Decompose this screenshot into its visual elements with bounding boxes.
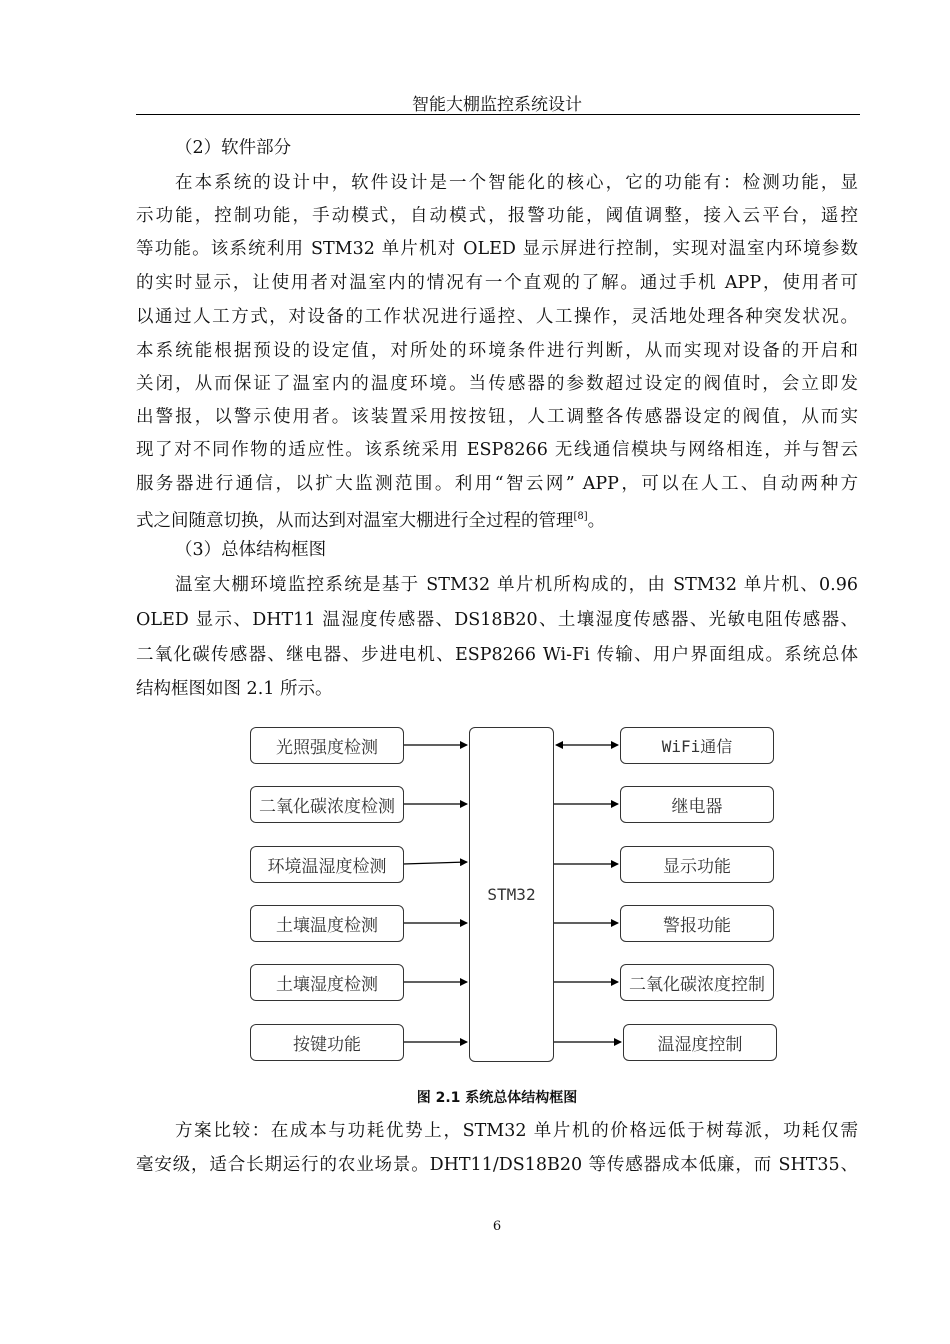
paragraph-line: 方案比较：在成本与功耗优势上，STM32 单片机的价格远低于树莓派，功耗仅需 [175, 1121, 858, 1141]
paragraph-line: 毫安级，适合长期运行的农业场景。DHT11/DS18B20 等传感器成本低廉，而 SHT35、 [136, 1155, 858, 1175]
output-temp-humidity-control: 温湿度控制 [623, 1024, 777, 1061]
paragraph-line: 温室大棚环境监控系统是基于 STM32 单片机所构成的，由 STM32 单片机、0.96 [175, 575, 858, 595]
section-heading-structure: （3）总体结构框图 [175, 540, 327, 560]
output-co2-control: 二氧化碳浓度控制 [620, 964, 774, 1001]
paragraph-line: OLED 显示、DHT11 温湿度传感器、DS18B20、土壤湿度传感器、光敏电阻传感器、 [136, 610, 858, 630]
stm32-block: STM32 [469, 727, 554, 1062]
input-soil-humidity: 土壤湿度检测 [250, 964, 404, 1001]
paragraph-text: 。 [587, 511, 606, 531]
paragraph-line: 二氧化碳传感器、继电器、步进电机、ESP8266 Wi-Fi 传输、用户界面组成。系统总体 [136, 645, 858, 665]
paragraph-line: 结构框图如图 2.1 所示。 [136, 679, 333, 699]
paragraph-line: 在本系统的设计中，软件设计是一个智能化的核心，它的功能有：检测功能，显 [175, 173, 858, 193]
output-display: 显示功能 [620, 846, 774, 883]
paragraph-line: 服务器进行通信，以扩大监测范围。利用“智云网” APP，可以在人工、自动两种方 [136, 474, 858, 494]
input-co2-detection: 二氧化碳浓度检测 [250, 786, 404, 823]
input-env-temp-humidity: 环境温湿度检测 [250, 846, 404, 883]
input-soil-temp: 土壤温度检测 [250, 905, 404, 942]
input-buttons: 按键功能 [250, 1024, 404, 1061]
arrow [403, 862, 467, 864]
paragraph-line: 等功能。该系统利用 STM32 单片机对 OLED 显示屏进行控制，实现对温室内环境参数 [136, 239, 858, 259]
output-relay: 继电器 [620, 786, 774, 823]
running-header: 智能大棚监控系统设计 [412, 95, 582, 115]
paragraph-line: 现了对不同作物的适应性。该系统采用 ESP8266 无线通信模块与网络相连，并与智云 [136, 440, 858, 460]
paragraph-line: 以通过人工方式，对设备的工作状况进行遥控、人工操作，灵活地处理各种突发状况。 [136, 307, 858, 327]
paragraph-line: 示功能，控制功能，手动模式，自动模式，报警功能，阈值调整，接入云平台，遥控 [136, 206, 858, 226]
paragraph-text: 式之间随意切换，从而达到对温室大棚进行全过程的管理 [136, 511, 574, 531]
paragraph-line: 出警报，以警示使用者。该装置采用按按钮，人工调整各传感器设定的阀值，从而实 [136, 407, 858, 427]
figure-caption: 图 2.1 系统总体结构框图 [416, 1090, 578, 1106]
paragraph-line: 的实时显示，让使用者对温室内的情况有一个直观的了解。通过手机 APP，使用者可 [136, 273, 858, 293]
page-number: 6 [492, 1219, 502, 1234]
input-light-detection: 光照强度检测 [250, 727, 404, 764]
paragraph-line: 关闭，从而保证了温室内的温度环境。当传感器的参数超过设定的阀值时，会立即发 [136, 374, 858, 394]
citation[interactable]: [8] [573, 511, 588, 522]
output-wifi: WiFi通信 [620, 727, 774, 764]
paragraph-line: 本系统能根据预设的设定值，对所处的环境条件进行判断，从而实现对设备的开启和 [136, 341, 858, 361]
output-alarm: 警报功能 [620, 905, 774, 942]
section-heading-software: （2）软件部分 [175, 138, 292, 158]
